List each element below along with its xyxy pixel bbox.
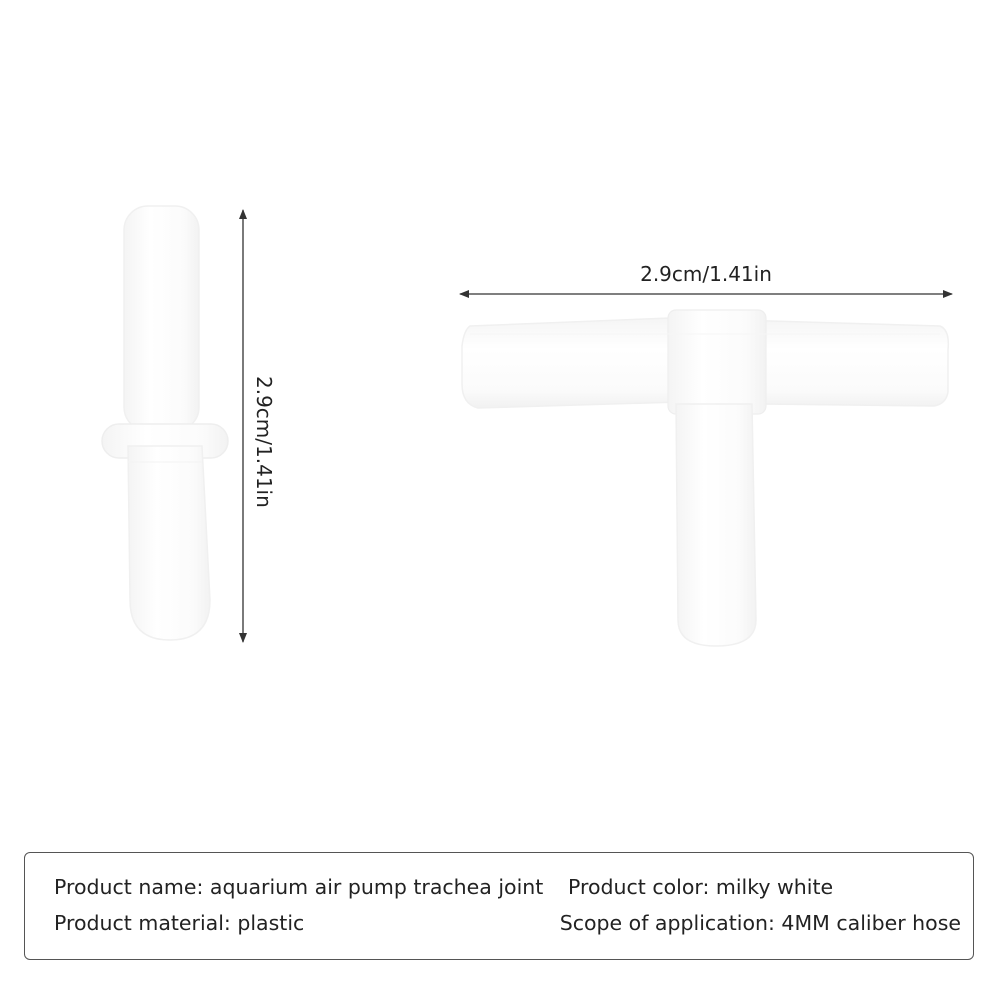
info-row [54,911,961,935]
tee-width-label: 2.9cm/1.41in [640,262,772,286]
straight-connector-icon [102,206,228,640]
straight-length-label: 2.9cm/1.41in [252,376,276,508]
product-info-box [24,852,974,960]
info-row [54,875,961,899]
scope-of-application: Scope of application: 4MM caliber hose [559,911,961,935]
product-name: Product name: aquarium air pump trachea joint [54,875,544,899]
product-material: Product material: plastic [54,911,305,935]
product-color: Product color: milky white [568,875,834,899]
tee-connector-icon [462,310,948,646]
